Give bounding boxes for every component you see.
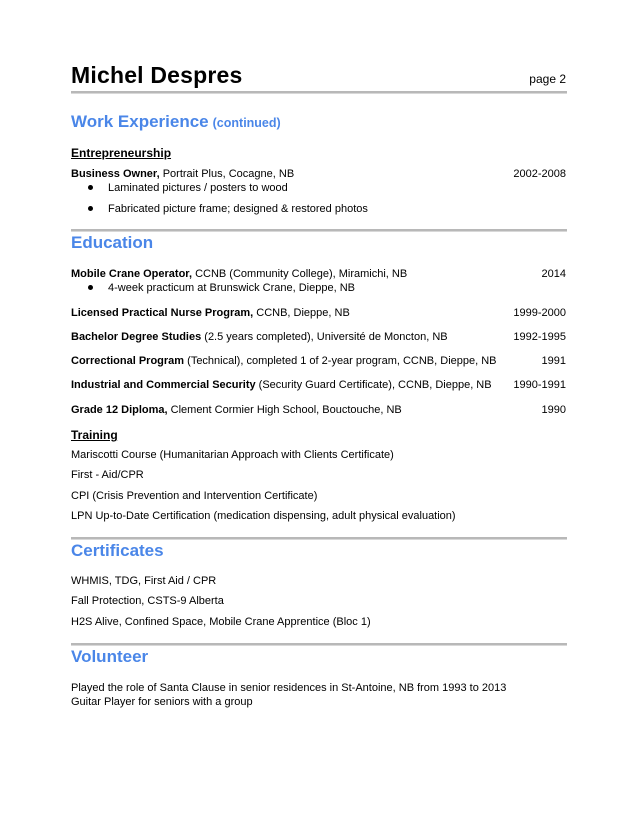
volunteer-item: Played the role of Santa Clause in senior residences in St-Antoine, NB from 1993 to 2013 [71,682,507,694]
education-entry: Grade 12 Diploma, Clement Cormier High School, Bouctouche, NB 1990 [71,404,566,416]
education-years: 1991 [541,355,566,367]
volunteer-item: Guitar Player for seniors with a group [71,696,253,708]
page-number: page 2 [529,72,566,86]
section-title-education: Education [71,233,154,252]
training-item: Mariscotti Course (Humanitarian Approach with Clients Certificate) [71,449,394,461]
header-rule [71,91,567,94]
certificate-item: H2S Alive, Confined Space, Mobile Crane Apprentice (Bloc 1) [71,616,371,628]
training-item: CPI (Crisis Prevention and Intervention Certificate) [71,490,318,502]
section-title-work: Work Experience (continued) [71,112,281,131]
job-role: Business Owner, [71,168,160,180]
resume-header [71,62,566,92]
bullet-dot [88,206,93,211]
education-years: 2014 [541,268,566,280]
person-name: Michel Despres [71,62,243,88]
section-title-volunteer: Volunteer [71,647,149,666]
job-years: 2002-2008 [513,168,566,180]
education-years: 1990 [541,404,566,416]
education-entry: Industrial and Commercial Security (Security Guard Certificate), CCNB, Dieppe, NB 1990-1991 [71,379,566,391]
certificate-item: WHMIS, TDG, First Aid / CPR [71,575,217,587]
education-entry: Correctional Program (Technical), completed 1 of 2-year program, CCNB, Dieppe, NB 1991 [71,355,566,367]
education-years: 1999-2000 [513,307,566,319]
education-entry: Bachelor Degree Studies (2.5 years completed), Université de Moncton, NB 1992-1995 [71,331,566,343]
section-rule [71,229,567,232]
section-subtitle: (continued) [212,116,281,130]
job-detail: Portrait Plus, Cocagne, NB [159,168,295,180]
education-entry: Mobile Crane Operator, CCNB (Community College), Miramichi, NB 2014 [71,268,566,280]
section-title-certificates: Certificates [71,541,164,560]
training-item: LPN Up-to-Date Certification (medication dispensing, adult physical evaluation) [71,510,456,522]
subheading-training: Training [71,428,118,442]
job-entry [71,167,566,181]
resume-page: Michel Despres page 2 Work Experience (continued) Entrepreneurship Business Owner, Portrait Plus, Cocagne, NB 2002-2008 Laminated pictures / posters to wood Fabricated picture frame; designed & restored photos Education Mobile Crane Operator, CCNB (Community College), Miramichi, NB 2014 4-week practicum at Brunswick Crane, Dieppe, NB Licensed Practical Nurse Program, CCNB, Dieppe, NB 1999-2000 Bachelor Degree Studies (2.5 years completed), Université de Moncton, NB 1992-1995 Correctional Program (Technical), completed 1 of 2-year program, CCNB, Dieppe, NB 1991 Industrial and Commercial Security (Security Guard Certificate), CCNB, Dieppe, NB 1990-1991 Grade 12 Diploma, Clement Cormier High School, Bouctouche, NB 1990 Training Mariscotti Course (Humanitarian Approach with Clients Certificate) First - Aid/CPR CPI (Crisis Prevention and Intervention Certificate) LPN Up-to-Date Certification (medication dispensing, adult physical evaluation) Certificates WHMIS, TDG, First Aid / CPR Fall Protection, CSTS-9 Alberta H2S Alive, Confined Space, Mobile Crane Apprentice (Bloc 1) Volunteer Played the role of Santa Clause in senior residences in St-Antoine, NB from 1993 to 2013 Guitar Player for seniors with a group [71,62,566,708]
subheading-entrepreneurship: Entrepreneurship [71,146,172,160]
section-rule [71,537,567,540]
education-entry: Licensed Practical Nurse Program, CCNB, Dieppe, NB 1999-2000 [71,307,566,319]
education-years: 1990-1991 [513,379,566,391]
education-years: 1992-1995 [513,331,566,343]
bullet-dot [88,185,93,190]
bullet-dot [88,285,93,290]
certificate-item: Fall Protection, CSTS-9 Alberta [71,595,224,607]
training-item: First - Aid/CPR [71,469,144,481]
section-rule [71,643,567,646]
